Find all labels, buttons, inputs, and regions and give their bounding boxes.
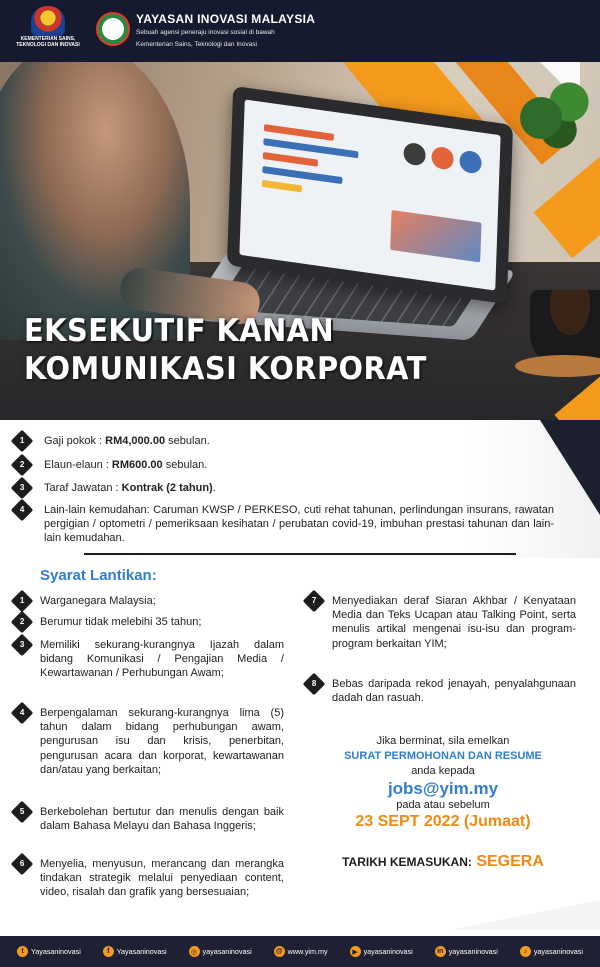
brand-tagline: Kementerian Sains, Teknologi dan Inovasi <box>136 40 257 48</box>
social-handle: Yayasaninovasi <box>30 947 81 956</box>
number-badge: 2 <box>11 611 34 634</box>
youtube-icon: ▶ <box>350 946 361 957</box>
dashboard-display <box>239 99 500 290</box>
job-title-line-2: KOMUNIKASI KORPORAT <box>24 351 427 387</box>
requirement-item <box>14 638 284 681</box>
requirement-text: Menyediakan deraf Siaran Akhbar / Kenyataan Media dan Teks Ucapan atau Talking Point, serta menulis artikal mengenai isu-isu dan program-program berkaitan YIM; <box>332 595 576 650</box>
start-date <box>318 853 568 871</box>
benefit-item <box>14 503 554 545</box>
benefit-label: Gaji pokok : <box>44 435 103 447</box>
yim-logo-icon <box>96 12 130 46</box>
social-link-twitter[interactable] <box>17 946 81 957</box>
social-link-linkedin[interactable] <box>435 946 498 957</box>
social-handle: yayasaninovasi <box>363 947 413 956</box>
web-icon: @ <box>274 946 285 957</box>
bottom-accent-shape <box>450 900 600 930</box>
facebook-icon: f <box>103 946 114 957</box>
benefit-label: Elaun-elaun : <box>44 459 109 471</box>
number-badge: 3 <box>11 634 34 657</box>
benefit-suffix: sebulan. <box>168 435 210 447</box>
number-badge: 5 <box>11 801 34 824</box>
benefit-item <box>14 458 554 473</box>
social-handle: yayasaninovasi <box>202 947 252 956</box>
benefit-text: Lain-lain kemudahan: Caruman KWSP / PERKESO, cuti rehat tahunan, perlindungan insurans, rawatan pergigian / optometri / pemeriksaan kesihatan / perubatan covid-19, imbuhan prestasi tahunan dan lain-lain kemudahan. <box>44 504 554 544</box>
social-footer <box>0 936 600 967</box>
apply-before: pada atau sebelum <box>396 799 490 811</box>
apply-documents: SURAT PERMOHONAN DAN RESUME <box>344 750 542 762</box>
ministry-name-line: TEKNOLOGI DAN INOVASI <box>16 42 80 48</box>
apply-deadline: 23 SEPT 2022 (Jumaat) <box>355 813 531 830</box>
brand-tagline: Sebuah agensi peneraju inovasi sosial di bawah <box>136 29 275 36</box>
social-handle: www.yim.my <box>287 947 328 956</box>
requirement-text: Menyelia, menyusun, merancang dan merangka tindakan strategik melalui penyediaan content, video, risalah dan grafik yang bersesuaian; <box>40 858 284 899</box>
requirement-item <box>306 594 576 651</box>
social-link-website[interactable] <box>274 946 328 957</box>
social-handle: yayasaninovasi <box>448 947 498 956</box>
job-title <box>24 312 433 388</box>
number-badge: 7 <box>303 590 326 613</box>
requirement-item <box>14 594 284 609</box>
number-badge: 2 <box>11 454 34 477</box>
social-link-instagram[interactable] <box>189 946 252 957</box>
number-badge: 6 <box>11 853 34 876</box>
twitter-icon: t <box>17 946 28 957</box>
requirement-text: Memiliki sekurang-kurangnya Ijazah dalam bidang Komunikasi / Pengajian Media / Kewartawanan / Perhubungan Awam; <box>40 639 284 680</box>
tiktok-icon: ♪ <box>520 946 531 957</box>
linkedin-icon: in <box>435 946 446 957</box>
number-badge: 1 <box>11 430 34 453</box>
requirement-text: Bebas daripada rekod jenayah, penyalahgunaan dadah dan rasuah. <box>332 678 576 705</box>
requirement-text: Berpengalaman sekurang-kurangnya lima (5) tahun dalam bidang perhubungan awam, pengurusan isu dan krisis, penerbitan, pengurusan acara dan korporat, kewartawanan dan/atau yang berkaitan; <box>40 707 284 776</box>
job-title-line-1: EKSEKUTIF KANAN <box>24 313 335 349</box>
requirement-text: Berkebolehan bertutur dan menulis dengan baik dalam Bahasa Melayu dan Bahasa Inggeris; <box>40 806 284 833</box>
requirement-item <box>306 677 576 705</box>
number-badge: 8 <box>303 673 326 696</box>
number-badge: 3 <box>11 477 34 500</box>
requirement-text: Berumur tidak melebihi 35 tahun; <box>40 616 202 628</box>
apply-to: anda kepada <box>411 765 475 777</box>
requirement-text: Warganegara Malaysia; <box>40 595 156 607</box>
social-link-facebook[interactable] <box>103 946 167 957</box>
crest-icon <box>31 6 65 36</box>
benefit-item <box>14 434 554 449</box>
social-link-youtube[interactable] <box>350 946 413 957</box>
benefit-value: RM600.00 <box>111 459 163 471</box>
number-badge: 1 <box>11 590 34 613</box>
ministry-logo <box>14 6 82 56</box>
number-badge: 4 <box>11 499 34 522</box>
requirement-item <box>14 706 284 777</box>
requirement-item <box>14 857 284 900</box>
apply-intro: Jika berminat, sila emelkan <box>376 735 510 747</box>
start-date-value: SEGERA <box>476 853 544 870</box>
brand-name: YAYASAN INOVASI MALAYSIA <box>136 12 316 26</box>
hero-banner <box>0 0 600 420</box>
plant-image <box>520 70 590 150</box>
coffee-mug <box>530 290 600 365</box>
social-handle: Yayasaninovasi <box>116 947 167 956</box>
social-link-tiktok[interactable] <box>520 946 583 957</box>
benefit-label: Taraf Jawatan : <box>44 482 119 494</box>
application-instructions <box>318 735 568 831</box>
instagram-icon: ◎ <box>189 946 200 957</box>
ministry-name-line: KEMENTERIAN SAINS, <box>20 36 76 42</box>
benefit-item <box>14 481 554 496</box>
benefit-suffix: . <box>212 482 216 494</box>
benefit-value: RM4,000.00 <box>105 435 166 447</box>
requirement-item <box>14 805 284 833</box>
requirements-title: Syarat Lantikan: <box>40 567 157 584</box>
brand-block <box>136 12 356 49</box>
benefit-value: Kontrak (2 tahun) <box>121 482 213 494</box>
requirement-item <box>14 615 284 630</box>
apply-email-link[interactable]: jobs@yim.my <box>387 779 499 798</box>
number-badge: 4 <box>11 702 34 725</box>
benefit-suffix: sebulan. <box>165 459 208 471</box>
social-handle: yayasaninovasi <box>533 947 583 956</box>
section-divider <box>84 553 516 555</box>
start-date-label: TARIKH KEMASUKAN: <box>342 855 472 869</box>
